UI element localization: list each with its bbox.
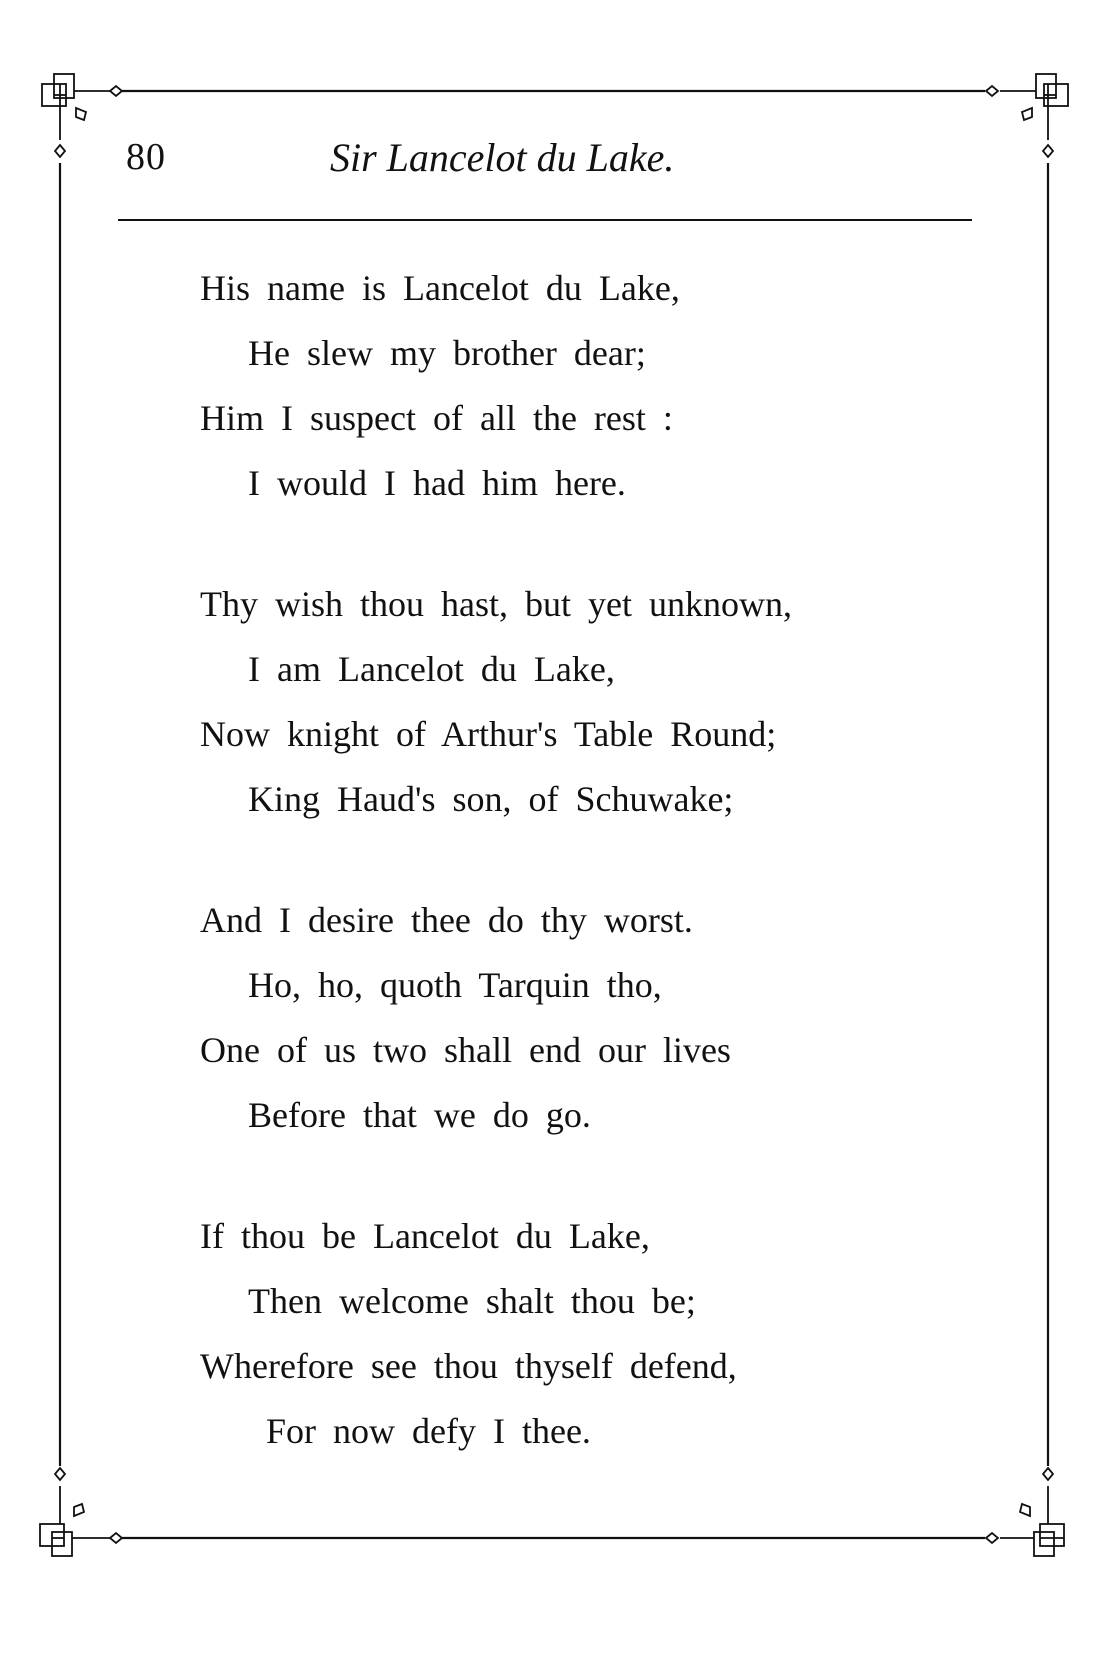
poem-line: One of us two shall end our lives	[200, 1030, 731, 1070]
stanza-2	[200, 584, 960, 844]
poem-line: Before that we do go.	[248, 1095, 591, 1135]
running-title: Sir Lancelot du Lake.	[330, 135, 675, 180]
poem-line: I would I had him here.	[248, 463, 626, 503]
poem-line: King Haud's son, of Schuwake;	[248, 779, 734, 819]
poem-line: And I desire thee do thy worst.	[200, 900, 693, 940]
stanza-4	[200, 1216, 960, 1476]
poem-line: If thou be Lancelot du Lake,	[200, 1216, 650, 1256]
poem-line: Now knight of Arthur's Table Round;	[200, 714, 777, 754]
page-number: 80	[126, 136, 166, 178]
stanza-1	[200, 268, 960, 528]
stanza-3	[200, 900, 960, 1160]
poem-body	[200, 268, 960, 1532]
poem-line: His name is Lancelot du Lake,	[200, 268, 680, 308]
poem-line: Then welcome shalt thou be;	[248, 1281, 696, 1321]
corner-ornament-bottom-right-icon	[986, 1468, 1064, 1556]
poem-line: Wherefore see thou thyself defend,	[200, 1346, 737, 1386]
poem-line: For now defy I thee.	[266, 1411, 591, 1451]
poem-line: Thy wish thou hast, but yet unknown,	[200, 584, 792, 624]
poem-line: Ho, ho, quoth Tarquin tho,	[248, 965, 662, 1005]
corner-ornament-top-right-icon	[986, 74, 1068, 157]
corner-ornament-bottom-left-icon	[40, 1468, 122, 1556]
poem-line: He slew my brother dear;	[248, 333, 646, 373]
corner-ornament-top-left-icon	[42, 74, 122, 157]
poem-line: Him I suspect of all the rest :	[200, 398, 673, 438]
poem-line: I am Lancelot du Lake,	[248, 649, 615, 689]
